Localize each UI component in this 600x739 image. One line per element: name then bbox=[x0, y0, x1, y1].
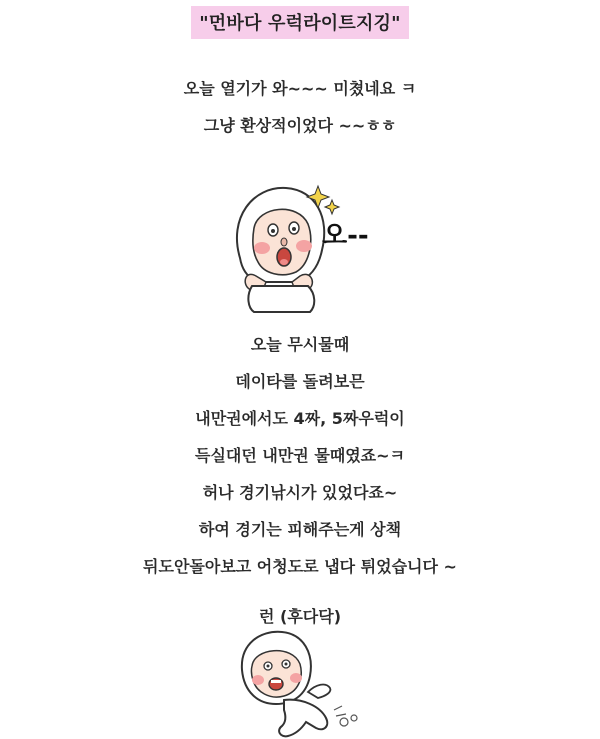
text-line: 데이타를 돌려보믄 bbox=[235, 372, 365, 391]
post-title: "먼바다 우럭라이트지깅" bbox=[191, 6, 409, 39]
text-line: 내만권에서도 4짜, 5짜우럭이 bbox=[195, 409, 405, 428]
text-line: 허나 경기낚시가 있었다죠~ bbox=[202, 483, 398, 502]
text-line: 득실대던 내만권 물때였죠~ㅋ bbox=[194, 446, 406, 465]
running-character-sticker bbox=[236, 626, 366, 739]
sticker-text: 오-- bbox=[322, 221, 369, 251]
text-line: 뒤도안돌아보고 어청도로 냅다 튀었습니다 ~ bbox=[143, 557, 457, 576]
text-line: 그냥 환상적이었다 ~~ㅎㅎ bbox=[203, 116, 397, 135]
text-line: 오늘 무시물때 bbox=[250, 335, 350, 354]
sticker-caption: 런 (후다닥) bbox=[258, 607, 342, 626]
surprised-character-sticker bbox=[218, 178, 388, 313]
title-wrap bbox=[0, 6, 600, 39]
text-line: 하여 경기는 피해주는게 상책 bbox=[198, 520, 402, 539]
paragraph-1 bbox=[0, 70, 600, 144]
paragraph-2 bbox=[0, 326, 600, 585]
text-line: 오늘 열기가 와~~~ 미쳤네요 ㅋ bbox=[183, 79, 417, 98]
